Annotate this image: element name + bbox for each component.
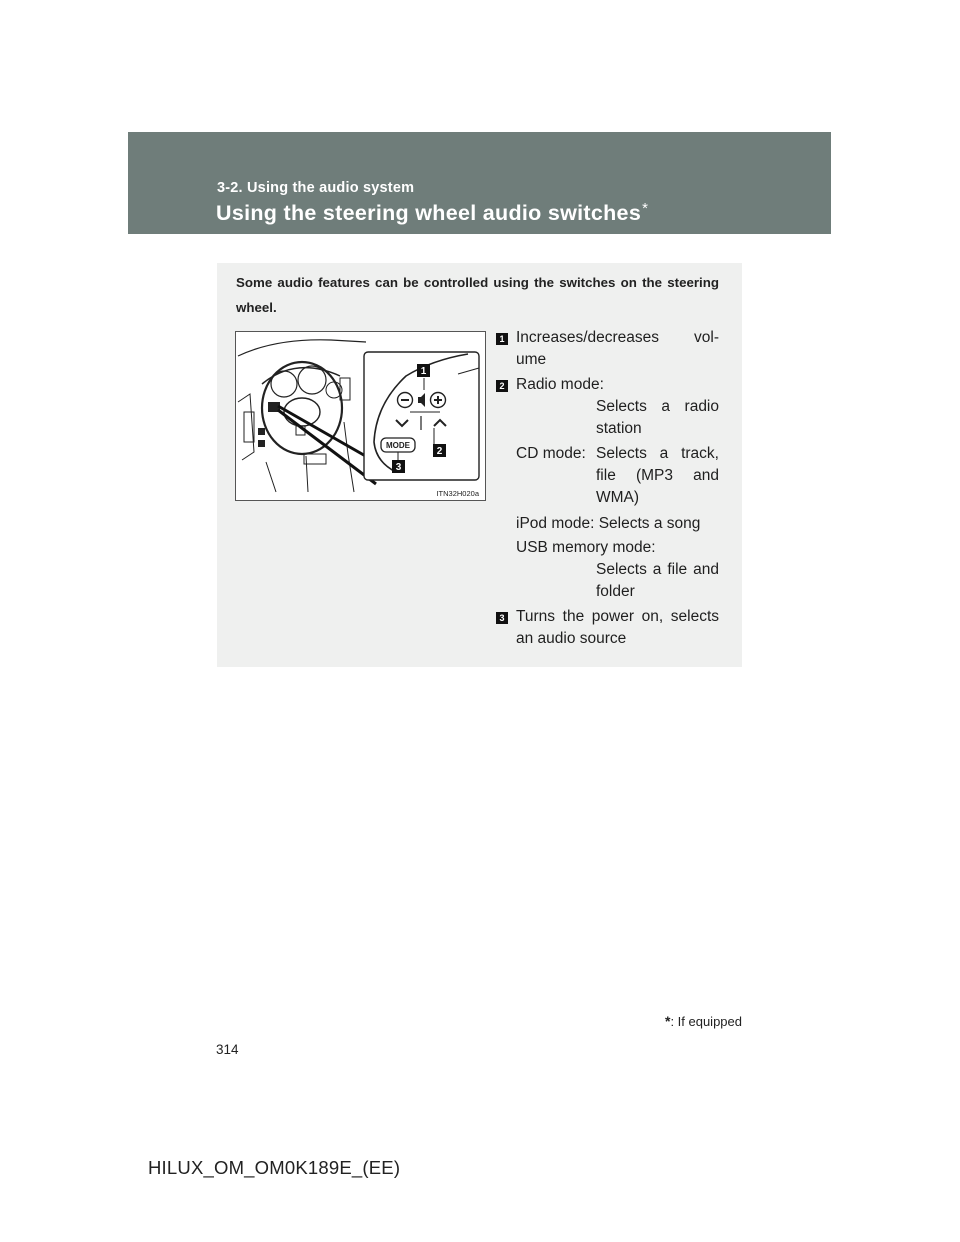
page-title (216, 200, 648, 226)
item-1-line-2: ume (516, 351, 547, 368)
equipped-star-icon: * (642, 200, 649, 217)
usb-mode-value-2: folder (596, 583, 635, 600)
item-badge-3: 3 (496, 612, 508, 624)
pedal (304, 454, 326, 464)
usb-mode-label: USB memory mode: (516, 539, 656, 556)
item-3-line-2: an audio source (516, 630, 627, 647)
radio-mode-value-1: Selects a radio (596, 398, 719, 415)
radio-mode-value (596, 396, 719, 440)
radio-mode-value-2: station (596, 420, 642, 437)
left-switch (258, 428, 265, 435)
cd-mode-value (596, 443, 719, 509)
left-panel (238, 394, 254, 460)
ipod-mode-text: iPod mode: Selects a song (516, 515, 701, 532)
callout-number-1: 1 (420, 366, 427, 377)
speedometer-gauge (298, 366, 326, 394)
section-label: 3-2. Using the audio system (217, 180, 415, 196)
figure-code: ITN32H020a (436, 489, 479, 498)
callout-number-2: 2 (436, 446, 443, 457)
item-3-line-1: Turns the power on, selects (516, 608, 719, 625)
page-title-text: Using the steering wheel audio switches (216, 201, 642, 225)
cd-mode-value-2: file (MP3 and (596, 467, 719, 484)
leader-line-lower (278, 410, 376, 484)
dashboard-line (238, 340, 366, 356)
cd-mode-label: CD mode: (516, 445, 586, 462)
left-switch-2 (258, 440, 265, 447)
cd-mode-value-3: WMA) (596, 489, 640, 506)
page-number: 314 (216, 1042, 239, 1057)
usb-mode-value (596, 559, 719, 603)
document-code: HILUX_OM_OM0K189E_(EE) (148, 1157, 401, 1178)
item-1-line-1: Increases/decreases vol- (516, 329, 719, 346)
item-badge-2: 2 (496, 380, 508, 392)
cd-mode-value-1: Selects a track, (596, 445, 719, 462)
console-edge (344, 422, 354, 492)
footnote-star-icon: * (664, 1013, 671, 1029)
callout-number-3: 3 (395, 462, 402, 473)
steering-wheel-illustration (236, 332, 485, 500)
usb-mode-value-1: Selects a file and (596, 561, 719, 578)
footnote (665, 1013, 742, 1029)
footnote-text: : If equipped (670, 1014, 742, 1029)
mode-button-label: MODE (386, 441, 410, 450)
steering-wheel-figure (235, 331, 486, 501)
item-badge-1: 1 (496, 333, 508, 345)
item-2-radio-label: Radio mode: (516, 376, 604, 393)
intro-text: Some audio features can be controlled using the switches on the steering wheel. (236, 275, 719, 315)
column-lines (266, 456, 308, 492)
